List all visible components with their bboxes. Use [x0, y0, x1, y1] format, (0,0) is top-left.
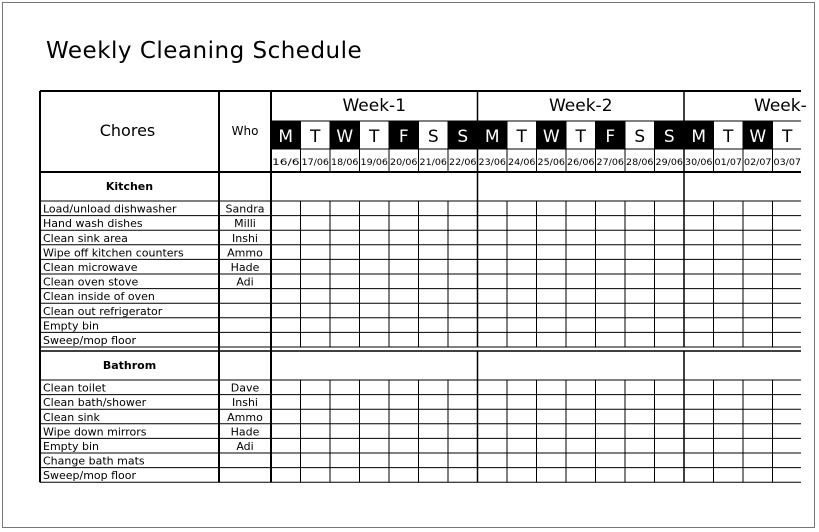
chore-name: Clean oven stove: [43, 275, 139, 289]
chore-name: Clean toilet: [43, 381, 106, 395]
day-label: M: [691, 127, 707, 147]
who-name: Hade: [230, 425, 260, 439]
who-name: Dave: [230, 381, 260, 395]
day-label: W: [749, 127, 767, 147]
date-label: 03/07: [773, 158, 801, 168]
chore-name: Clean inside of oven: [43, 290, 155, 304]
date-label: 19/06: [360, 158, 389, 168]
date-label: 30/06: [685, 158, 713, 168]
date-label: 01/07: [714, 158, 742, 168]
date-label: 22/06: [449, 158, 477, 168]
chore-name: Load/unload dishwasher: [43, 202, 177, 216]
date-label: 27/06: [596, 158, 625, 168]
who-header: Who: [231, 124, 259, 138]
who-name: Milli: [234, 217, 256, 231]
day-label: W: [336, 127, 354, 147]
chore-name: Empty bin: [43, 319, 99, 333]
day-label: S: [663, 127, 675, 147]
chore-name: Clean sink area: [43, 231, 128, 245]
day-label: M: [484, 127, 500, 147]
chore-name: Wipe off kitchen counters: [43, 246, 184, 260]
who-name: Inshi: [232, 231, 258, 245]
section-title: Bathrom: [102, 359, 157, 372]
date-label: 29/06: [655, 158, 684, 168]
chore-name: Hand wash dishes: [43, 217, 143, 231]
chore-name: Empty bin: [43, 440, 99, 453]
day-label: T: [723, 127, 734, 147]
who-name: Adi: [236, 275, 254, 289]
chore-name: Clean sink: [43, 410, 100, 424]
chore-name: Sweep/mop floor: [43, 469, 137, 483]
chore-name: Wipe down mirrors: [43, 425, 147, 439]
date-label: 20/06: [390, 158, 418, 168]
chore-name: Sweep/mop floor: [43, 334, 137, 347]
date-label: 21/06: [419, 158, 448, 168]
who-name: Ammo: [227, 246, 263, 260]
date-label: 28/06: [626, 158, 654, 168]
page-title: Weekly Cleaning Schedule: [46, 38, 363, 64]
chore-name: Clean out refrigerator: [43, 304, 163, 318]
who-name: Hade: [230, 261, 260, 274]
week-label: Week-1: [342, 96, 407, 116]
day-label: S: [634, 127, 646, 147]
who-name: Inshi: [232, 396, 258, 410]
who-name: Ammo: [227, 410, 263, 424]
day-label: S: [427, 127, 439, 147]
day-label: W: [542, 127, 560, 147]
chore-name: Clean bath/shower: [43, 396, 147, 410]
week-label: Week-: [754, 96, 807, 116]
day-label: S: [457, 127, 469, 147]
day-label: F: [605, 127, 616, 147]
day-label: T: [310, 127, 321, 147]
day-label: T: [369, 127, 380, 147]
day-label: T: [782, 127, 793, 147]
section-title: Kitchen: [105, 180, 154, 193]
day-label: T: [575, 127, 586, 147]
day-label: T: [516, 127, 527, 147]
date-label: 24/06: [508, 158, 536, 168]
chore-name: Clean microwave: [43, 261, 138, 274]
date-label: 02/07: [744, 158, 772, 168]
date-label: 16/6: [272, 158, 300, 168]
date-label: 23/06: [478, 158, 507, 168]
date-label: 17/06: [301, 158, 330, 168]
who-name: Adi: [236, 440, 254, 453]
week-label: Week-2: [548, 96, 613, 116]
date-label: 25/06: [537, 158, 566, 168]
who-name: Sandra: [225, 202, 265, 216]
day-label: F: [398, 127, 409, 147]
date-label: 26/06: [567, 158, 595, 168]
chores-header: Chores: [99, 121, 156, 140]
chore-name: Change bath mats: [43, 454, 145, 468]
day-label: M: [278, 127, 294, 147]
date-label: 18/06: [331, 158, 359, 168]
